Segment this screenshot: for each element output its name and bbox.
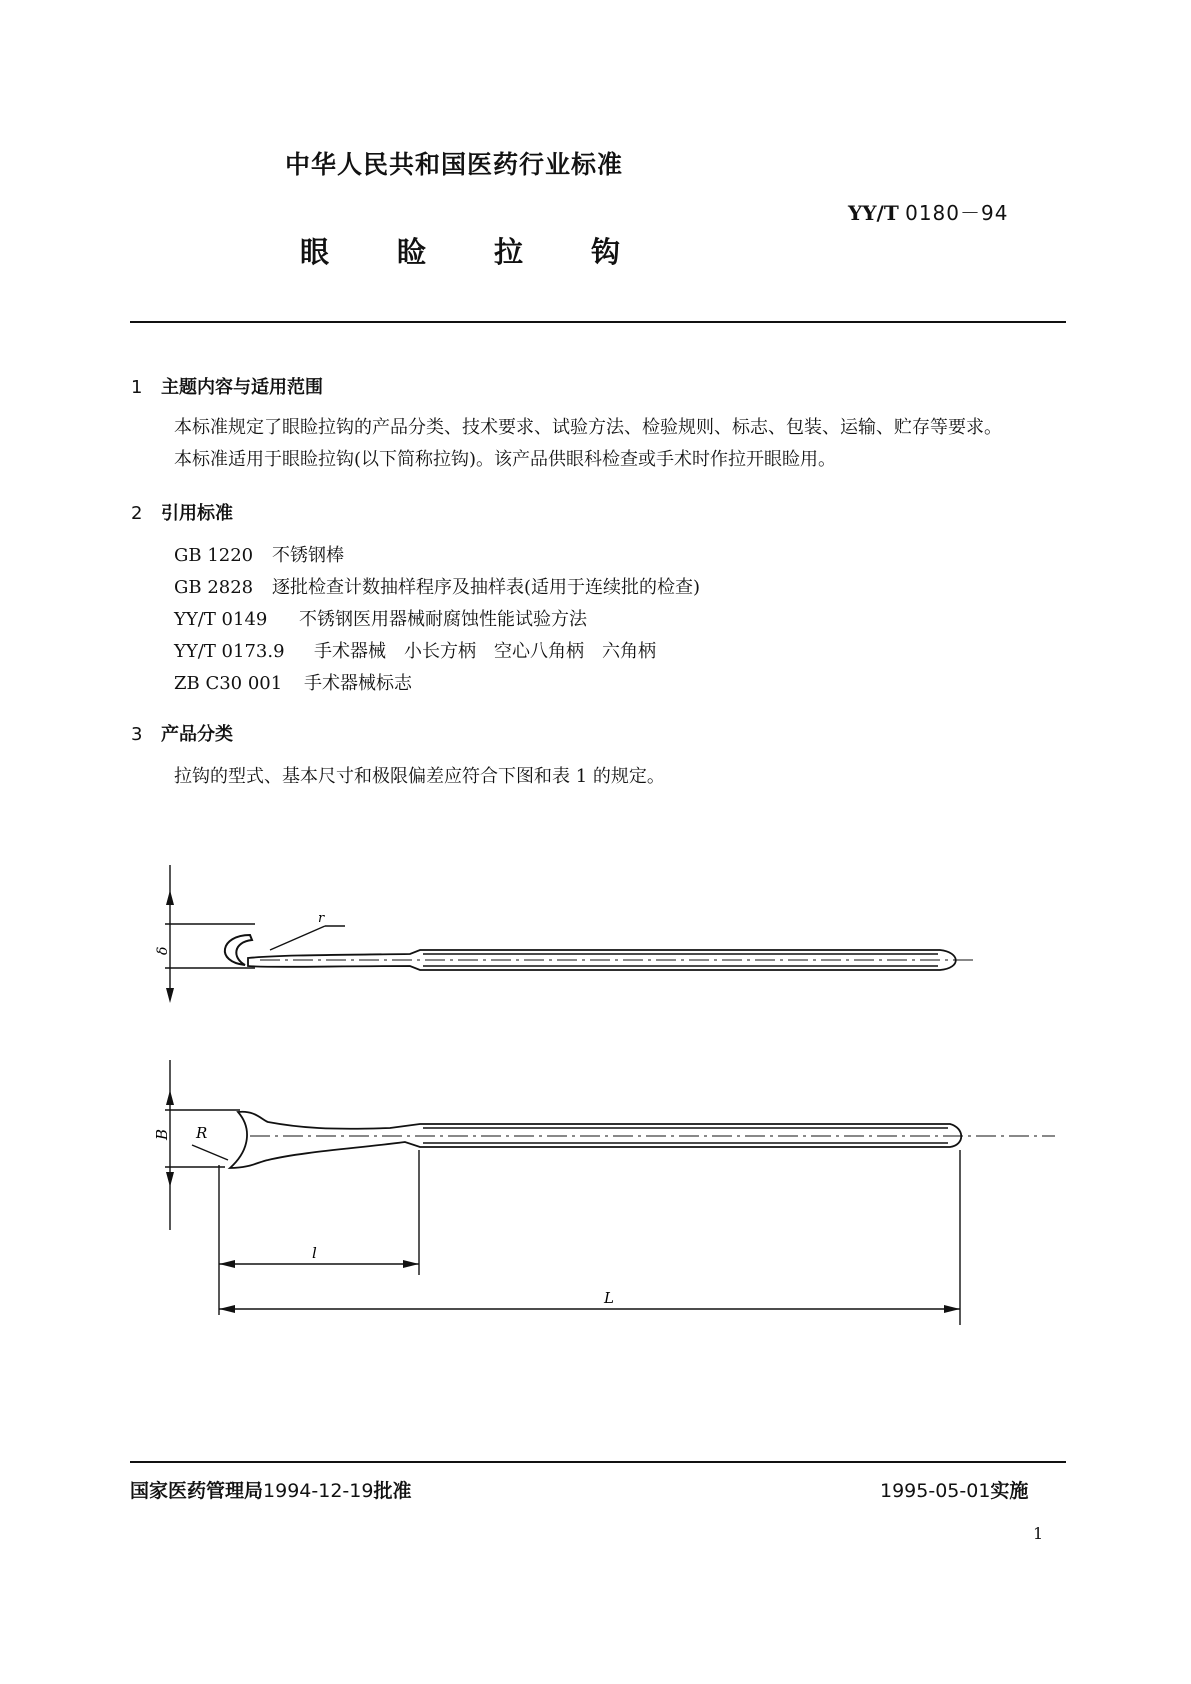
title-char: 钩 xyxy=(591,235,621,269)
section-number: 2 xyxy=(131,503,143,524)
label-delta: δ xyxy=(155,946,171,955)
title-char: 拉 xyxy=(494,235,524,269)
standard-number: 0180－94 xyxy=(905,201,1009,225)
approval-date: 1994-12-19 xyxy=(263,1480,374,1502)
title-char: 眼 xyxy=(300,235,330,269)
leader-R xyxy=(192,1145,228,1160)
section-title: 产品分类 xyxy=(161,724,233,745)
org-title: 中华人民共和国医药行业标准 xyxy=(285,150,624,179)
section-3-paragraph-1: 拉钩的型式、基本尺寸和极限偏差应符合下图和表 1 的规定。 xyxy=(174,766,665,787)
approval-action: 批准 xyxy=(373,1480,412,1502)
reference-code: ZB C30 001 xyxy=(174,673,283,694)
reference-code: GB 1220 xyxy=(174,545,254,566)
standard-prefix: YY/T xyxy=(848,201,899,225)
reference-name: 不锈钢医用器械耐腐蚀性能试验方法 xyxy=(299,609,587,630)
reference-name: 逐批检查计数抽样程序及抽样表(适用于连续批的检查) xyxy=(272,577,701,598)
reference-code: YY/T 0173.9 xyxy=(174,641,285,662)
page-number: 1 xyxy=(1033,1524,1044,1543)
reference-code: GB 2828 xyxy=(174,577,254,598)
section-1-paragraph-1: 本标准规定了眼睑拉钩的产品分类、技术要求、试验方法、检验规则、标志、包装、运输、贮存等要求。 xyxy=(174,417,1002,438)
approval-info xyxy=(130,1476,411,1503)
title-char: 睑 xyxy=(397,235,427,269)
section-number: 1 xyxy=(131,377,143,398)
label-l: l xyxy=(312,1244,317,1262)
reference-name: 手术器械标志 xyxy=(304,673,412,694)
section-title: 引用标准 xyxy=(161,503,233,524)
label-L: L xyxy=(604,1289,614,1307)
section-number: 3 xyxy=(131,724,143,745)
label-R: R xyxy=(196,1124,208,1142)
section-title: 主题内容与适用范围 xyxy=(161,377,323,398)
reference-name: 不锈钢棒 xyxy=(272,545,344,566)
section-1-paragraph-2: 本标准适用于眼睑拉钩(以下简称拉钩)。该产品供眼科检查或手术时作拉开眼睑用。 xyxy=(174,449,837,470)
implementation-info xyxy=(880,1476,1028,1503)
approval-org: 国家医药管理局 xyxy=(130,1480,264,1502)
leader-r xyxy=(270,926,325,950)
label-B: B xyxy=(153,1128,171,1140)
implementation-action: 实施 xyxy=(990,1480,1029,1502)
reference-code: YY/T 0149 xyxy=(174,609,268,630)
label-r: r xyxy=(318,911,325,926)
handle-top xyxy=(230,1112,961,1168)
reference-name: 手术器械 小长方柄 空心八角柄 六角柄 xyxy=(314,641,656,662)
footer-rule xyxy=(130,1461,1066,1463)
implementation-date: 1995-05-01 xyxy=(880,1480,991,1502)
